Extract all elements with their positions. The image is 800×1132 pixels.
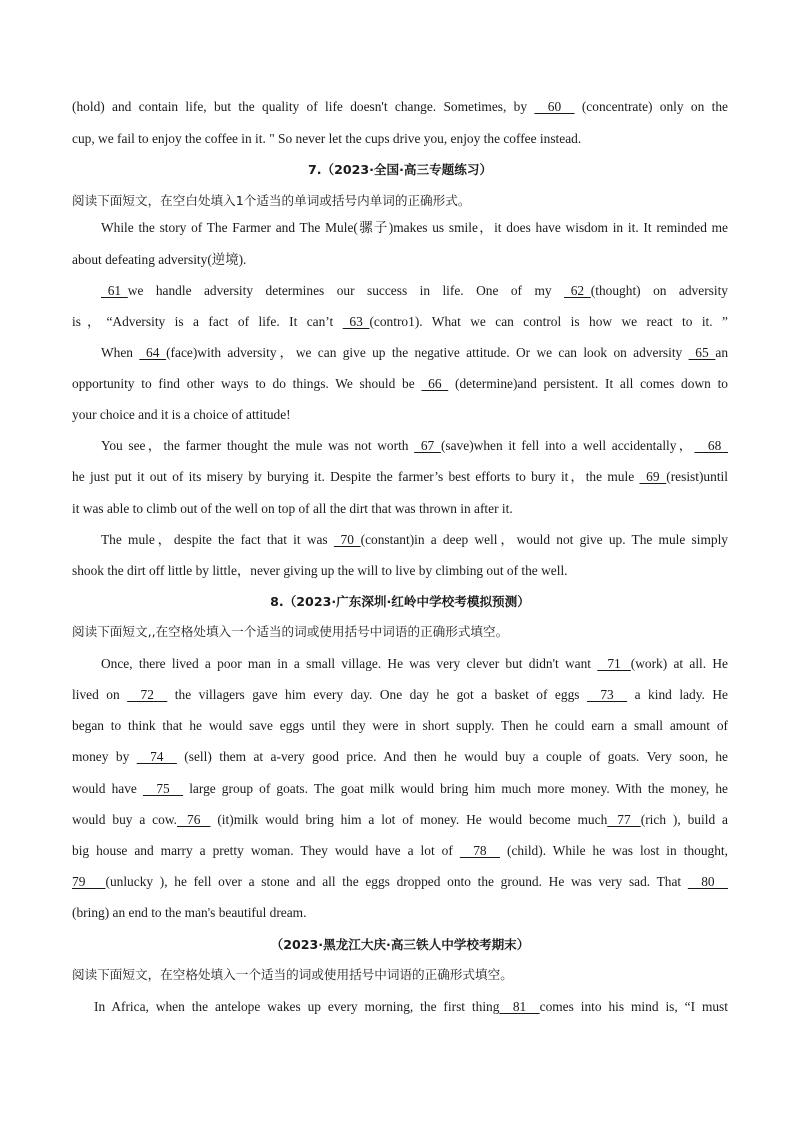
text-segment: (it)milk would bring him a lot of money. He would become much bbox=[210, 812, 608, 827]
section-heading bbox=[72, 936, 728, 954]
answer-blank[interactable]: 79 bbox=[72, 874, 106, 889]
text-line bbox=[72, 998, 728, 1016]
text-segment: Once, there lived a poor man in a small village. He was very clever but didn't want bbox=[101, 656, 598, 671]
answer-blank[interactable]: 73 bbox=[586, 687, 628, 702]
text-segment: the villagers gave him every day. One day he got a basket of eggs bbox=[167, 687, 587, 702]
text-line bbox=[72, 655, 728, 673]
text-segment: In Africa, when the antelope wakes up every morning, the first thing bbox=[94, 999, 500, 1014]
answer-blank[interactable]: 78 bbox=[459, 843, 500, 858]
text-line bbox=[72, 468, 728, 486]
answer-blank[interactable]: 72 bbox=[127, 687, 168, 702]
text-line bbox=[72, 219, 728, 237]
text-segment: (rich ), build a bbox=[640, 812, 728, 827]
answer-blank[interactable]: 81 bbox=[499, 999, 540, 1014]
text-segment: your choice and it is a choice of attitude! bbox=[72, 407, 291, 422]
text-segment: (constant)in a deep well，would not give up. The mule simply bbox=[360, 532, 728, 547]
text-segment: While the story of The Farmer and The Mule(骡子)makes us smile，it does have wisdom in it. It reminded me bbox=[101, 220, 728, 235]
text-segment: cup, we fail to enjoy the coffee in it. " So never let the cups drive you, enjoy the coffee instead. bbox=[72, 131, 582, 146]
text-line bbox=[72, 562, 728, 580]
answer-blank[interactable]: 67 bbox=[414, 438, 441, 453]
text-line bbox=[72, 437, 728, 455]
text-segment: (concentrate) only on the bbox=[574, 99, 728, 114]
text-segment: large group of goats. The goat milk would bring him much more money. With the money, he bbox=[183, 781, 729, 796]
text-line bbox=[72, 313, 728, 331]
text-line bbox=[72, 748, 728, 766]
text-segment: 阅读下面短文，在空白处填入1个适当的单词或括号内单词的正确形式。 bbox=[72, 193, 471, 208]
text-segment: began to think that he would save eggs until they were in short supply. Then he could earn a small amount of bbox=[72, 718, 728, 733]
text-segment: big house and marry a pretty woman. They would have a lot of bbox=[72, 843, 460, 858]
text-line bbox=[72, 842, 728, 860]
text-segment: (hold) and contain life, but the quality of life doesn't change. Sometimes, by bbox=[72, 99, 535, 114]
section-heading bbox=[72, 593, 728, 611]
text-line bbox=[72, 500, 728, 518]
text-segment: would buy a cow. bbox=[72, 812, 177, 827]
text-line bbox=[72, 406, 728, 424]
text-line bbox=[72, 344, 728, 362]
answer-blank[interactable]: 68 bbox=[694, 438, 728, 453]
text-segment: (contro1). What we can control is how we react to it. ” bbox=[369, 314, 729, 329]
text-segment: (resist)until bbox=[666, 469, 728, 484]
text-segment: 8.（2023·广东深圳·红岭中学校考模拟预测） bbox=[270, 594, 530, 609]
text-line bbox=[72, 873, 728, 891]
section-heading bbox=[72, 161, 728, 179]
text-segment: (work) at all. He bbox=[630, 656, 728, 671]
answer-blank[interactable]: 70 bbox=[333, 532, 361, 547]
text-line bbox=[72, 811, 728, 829]
text-segment: an bbox=[715, 345, 729, 360]
instruction-line bbox=[72, 623, 728, 641]
answer-blank[interactable]: 62 bbox=[564, 283, 591, 298]
text-segment: would have bbox=[72, 781, 143, 796]
answer-blank[interactable]: 61 bbox=[101, 283, 128, 298]
answer-blank[interactable]: 69 bbox=[639, 469, 667, 484]
text-segment: (face)with adversity，we can give up the negative attitude. Or we can look on adversity bbox=[166, 345, 689, 360]
text-line bbox=[72, 375, 728, 393]
text-segment: (unlucky ), he fell over a stone and all the eggs dropped onto the ground. He was very sad. That bbox=[105, 874, 688, 889]
text-segment: The mule，despite the fact that it was bbox=[101, 532, 334, 547]
answer-blank[interactable]: 76 bbox=[176, 812, 211, 827]
text-segment: (bring) an end to the man's beautiful dream. bbox=[72, 905, 307, 920]
text-line bbox=[72, 98, 728, 116]
text-segment: (sell) them at a-very good price. And then he would buy a couple of goats. Very soon, he bbox=[176, 749, 728, 764]
text-segment: shook the dirt off little by little，never giving up the will to live by climbing out of the well. bbox=[72, 563, 568, 578]
text-line bbox=[72, 130, 728, 148]
text-segment: When bbox=[101, 345, 140, 360]
text-line bbox=[72, 531, 728, 549]
answer-blank[interactable]: 71 bbox=[597, 656, 631, 671]
text-line bbox=[72, 282, 728, 300]
text-segment: (determine)and persistent. It all comes down to bbox=[448, 376, 728, 391]
text-segment: 7.（2023·全国·高三专题练习） bbox=[307, 162, 493, 177]
text-segment: we handle adversity determines our success in life. One of my bbox=[127, 283, 565, 298]
text-segment: opportunity to find other ways to do things. We should be bbox=[72, 376, 422, 391]
text-segment: comes into his mind is, “I must bbox=[539, 999, 728, 1014]
text-segment: (child). While he was lost in thought, bbox=[500, 843, 728, 858]
text-segment: 阅读下面短文,,在空格处填入一个适当的词或使用括号中词语的正确形式填空。 bbox=[72, 624, 509, 639]
answer-blank[interactable]: 75 bbox=[142, 781, 184, 796]
text-segment: (thought) on adversity bbox=[590, 283, 728, 298]
answer-blank[interactable]: 60 bbox=[534, 99, 575, 114]
instruction-line bbox=[72, 966, 728, 984]
text-segment: (save)when it fell into a well accidentally， bbox=[440, 438, 695, 453]
answer-blank[interactable]: 66 bbox=[421, 376, 449, 391]
answer-blank[interactable]: 74 bbox=[136, 749, 177, 764]
answer-blank[interactable]: 80 bbox=[687, 874, 728, 889]
text-segment: 阅读下面短文，在空格处填入一个适当的词或使用括号中词语的正确形式填空。 bbox=[72, 967, 513, 982]
text-segment: lived on bbox=[72, 687, 128, 702]
text-segment: it was able to climb out of the well on top of all the dirt that was thrown in after it. bbox=[72, 501, 513, 516]
answer-blank[interactable]: 63 bbox=[342, 314, 370, 329]
text-segment: money by bbox=[72, 749, 137, 764]
instruction-line bbox=[72, 192, 728, 210]
answer-blank[interactable]: 77 bbox=[607, 812, 641, 827]
text-segment: he just put it out of its misery by burying it. Despite the farmer’s best efforts to bury it，the mule bbox=[72, 469, 640, 484]
text-line bbox=[72, 780, 728, 798]
text-line bbox=[72, 717, 728, 735]
text-segment: a kind lady. He bbox=[627, 687, 728, 702]
answer-blank[interactable]: 65 bbox=[688, 345, 716, 360]
text-segment: You see，the farmer thought the mule was not worth bbox=[101, 438, 415, 453]
text-segment: is，“Adversity is a fact of life. It can’t bbox=[72, 314, 343, 329]
text-line bbox=[72, 686, 728, 704]
text-segment: （2023·黑龙江大庆·高三铁人中学校考期末） bbox=[270, 937, 530, 952]
text-line bbox=[72, 904, 728, 922]
text-segment: about defeating adversity(逆境). bbox=[72, 252, 247, 267]
answer-blank[interactable]: 64 bbox=[139, 345, 167, 360]
text-line bbox=[72, 251, 728, 269]
